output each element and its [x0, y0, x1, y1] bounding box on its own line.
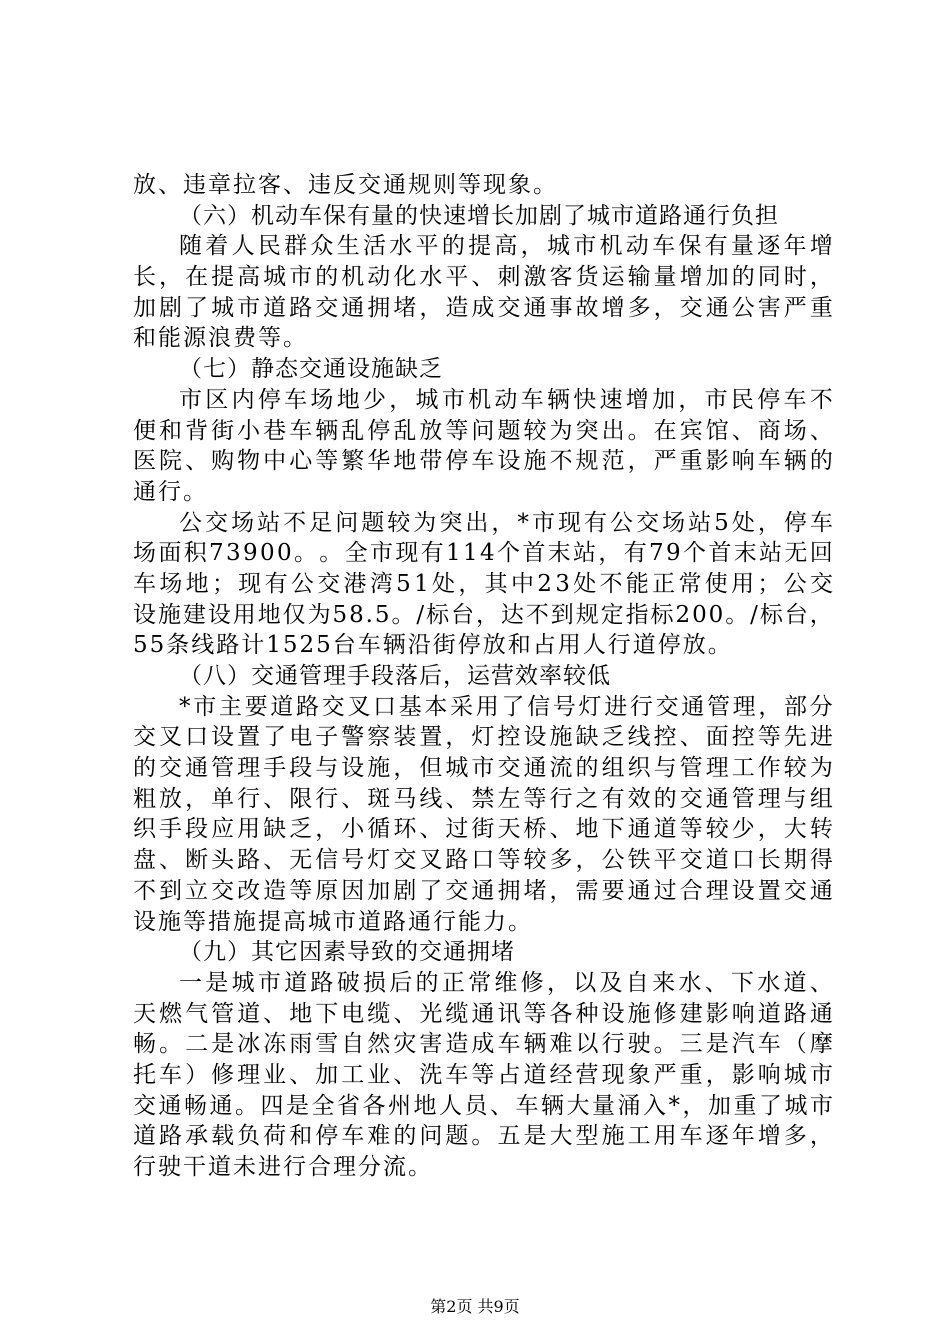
text-line: 加 剧 了 城 市 道 路 交 通 拥 堵 ， 造 成 交 通 事 故 增 多 ， 交 通 公 害 严 重	[133, 294, 833, 321]
text-line: 随 着 人 民 群 众 生 活 水 平 的 提 高 ， 城 市 机 动 车 保 有 量 逐 年 增	[179, 233, 833, 260]
text-line: （九）其它因素导致的交通拥堵	[179, 939, 515, 966]
text-line: 盘 、 断 头 路 、 无 信 号 灯 交 叉 路 口 等 较 多 ， 公 铁 平 交 道 口 长 期 得	[133, 847, 833, 874]
text-line: 行驶干道未进行合理分流。	[133, 1154, 433, 1180]
text-line: 和能源浪费等。	[133, 325, 308, 352]
text-line: 一 是 城 市 道 路 破 损 后 的 正 常 维 修 ， 以 及 自 来 水 、 下 水 道 、	[179, 969, 833, 996]
text-line: 不 到 立 交 改 造 等 原 因 加 剧 了 交 通 拥 堵 ， 需 要 通 过 合 理 设 置 交 通	[133, 877, 833, 904]
text-line: 公 交 场 站 不 足 问 题 较 为 突 出 ， * 市 现 有 公 交 场 站 5 处 ， 停 车	[179, 509, 833, 536]
text-line: 便 和 背 街 小 巷 车 辆 乱 停 乱 放 等 问 题 较 为 突 出 。 在 宾 馆 、 商 场 、	[133, 417, 833, 444]
text-line: （八）交通管理手段落后，运营效率较低	[179, 663, 611, 689]
text-line: 设施等措施提高城市道路通行能力。	[133, 908, 533, 935]
text-line: （六）机动车保有量的快速增长加剧了城市道路通行负担	[179, 202, 779, 229]
page-footer	[0, 1294, 950, 1317]
text-line: 放、违章拉客、违反交通规则等现象。	[133, 172, 558, 198]
text-line: 交 叉 口 设 置 了 电 子 警 察 装 置 ， 灯 控 设 施 缺 乏 线 控 、 面 控 等 先 进	[133, 724, 833, 751]
text-line: 道 路 承 载 负 荷 和 停 车 难 的 问 题 。 五 是 大 型 施 工 用 车 逐 年 增 多 ，	[133, 1123, 833, 1150]
text-line: 医 院 、 购 物 中 心 等 繁 华 地 带 停 车 设 施 不 规 范 ， 严 重 影 响 车 辆 的	[133, 448, 833, 475]
text-line: 粗 放 ， 单 行 、 限 行 、 斑 马 线 、 禁 左 等 行 之 有 效 的 交 通 管 理 与 组	[133, 785, 833, 812]
text-line: 天 燃 气 管 道 、 地 下 电 缆 、 光 缆 通 讯 等 各 种 设 施 修 建 影 响 道 路 通	[133, 1000, 833, 1027]
text-line: 55条线路计1525台车辆沿街停放和占用人行道停放。	[133, 632, 733, 659]
text-line: 市 区 内 停 车 场 地 少 ， 城 市 机 动 车 辆 快 速 增 加 ， 市 民 停 车 不	[179, 386, 833, 413]
text-line: 的 交 通 管 理 手 段 与 设 施 ， 但 城 市 交 通 流 的 组 织 与 管 理 工 作 较 为	[133, 755, 833, 782]
text-line: 设 施 建 设 用 地 仅 为 5 8 . 5 。 / 标 台 ， 达 不 到 规 定 指 标 2 0 0 。 / 标 台 ，	[133, 601, 833, 628]
text-line: 交 通 畅 通 。 四 是 全 省 各 州 地 人 员 、 车 辆 大 量 涌 入 * ， 加 重 了 城 市	[133, 1092, 833, 1119]
text-line: 织 手 段 应 用 缺 乏 ， 小 循 环 、 过 街 天 桥 、 地 下 通 道 等 较 少 ， 大 转	[133, 816, 833, 843]
document-body	[133, 170, 833, 1183]
text-line: 通行。	[133, 478, 208, 505]
text-line: 场 面 积 7 3 9 0 0 。 。 全 市 现 有 1 1 4 个 首 末 站 ， 有 7 9 个 首 末 站 无 回	[133, 540, 833, 567]
page-number: 第2页 共9页	[430, 1297, 520, 1316]
text-line: * 市 主 要 道 路 交 叉 口 基 本 采 用 了 信 号 灯 进 行 交 通 管 理 ， 部 分	[179, 693, 833, 720]
text-line: 车 场 地 ； 现 有 公 交 港 湾 5 1 处 ， 其 中 2 3 处 不 能 正 常 使 用 ； 公 交	[133, 570, 833, 597]
text-line: 畅 。 二 是 冰 冻 雨 雪 自 然 灾 害 造 成 车 辆 难 以 行 驶 。 三 是 汽 车 （ 摩	[133, 1031, 833, 1058]
text-line: （七）静态交通设施缺乏	[179, 356, 443, 383]
text-line: 长 ， 在 提 高 城 市 的 机 动 化 水 平 、 刺 激 客 货 运 输 量 增 加 的 同 时 ，	[133, 264, 833, 291]
text-line: 托 车 ） 修 理 业 、 加 工 业 、 洗 车 等 占 道 经 营 现 象 严 重 ， 影 响 城 市	[133, 1061, 833, 1088]
